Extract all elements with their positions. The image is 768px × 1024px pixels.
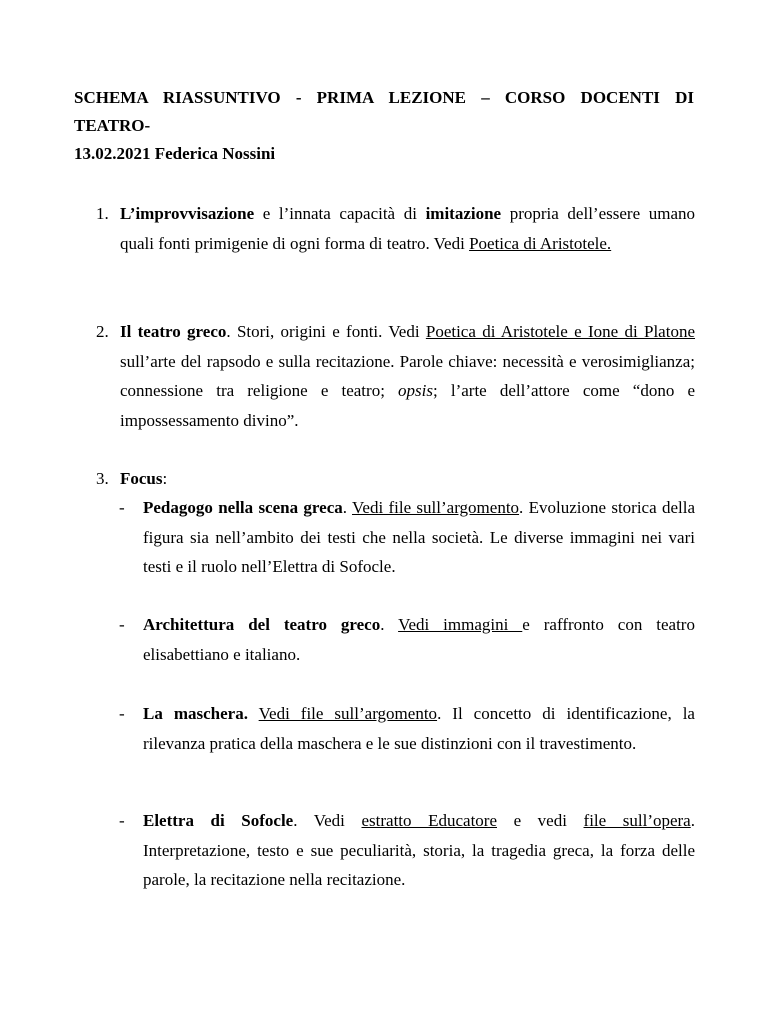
list-number: 3. xyxy=(96,469,109,488)
item-bold-term: Focus xyxy=(120,469,163,488)
item-text: . Evoluzione storica della figura sia nell’ambito dei testi che nella società. Le diverse immagini nei vari testi e il ruolo nell’Elettra di Sofocle. xyxy=(143,498,695,576)
item-text: . xyxy=(342,498,352,517)
item-text: e l’innata capacità di xyxy=(254,204,426,223)
dash-bullet: - xyxy=(119,615,125,634)
dash-bullet: - xyxy=(119,704,125,723)
item-text: e raffronto con teatro elisabettiano e italiano. xyxy=(143,615,695,664)
document-title xyxy=(74,84,694,168)
item-text: . Interpretazione, testo e sue peculiarità, storia, la tragedia greca, la forza delle parole, la recitazione nella recitazione. xyxy=(143,811,695,889)
dash-bullet: - xyxy=(119,811,125,830)
link-poetica-aristotele[interactable]: Poetica di Aristotele. xyxy=(469,233,612,253)
item-text: . xyxy=(380,615,399,634)
item-text: ; l’arte dell’attore come “dono e impossessamento divino”. xyxy=(120,381,695,430)
list-number: 1. xyxy=(96,204,109,223)
link-file-opera[interactable]: file sull’opera xyxy=(583,811,691,830)
focus-item-maschera xyxy=(119,699,695,758)
title-line-2: TEATRO- xyxy=(74,116,151,135)
focus-item-pedagogo xyxy=(119,493,695,582)
link-file-argomento[interactable]: Vedi file sull’argomento xyxy=(352,498,520,517)
item-bold-term: Architettura del teatro greco xyxy=(143,615,381,634)
date-author: 13.02.2021 Federica Nossini xyxy=(74,144,276,163)
list-item-1 xyxy=(96,199,695,258)
link-file-argomento[interactable]: Vedi file sull’argomento xyxy=(258,704,438,723)
link-vedi-immagini[interactable]: Vedi immagini xyxy=(398,615,523,634)
list-item-2 xyxy=(96,317,696,435)
item-bold-term: Elettra di Sofocle xyxy=(143,811,294,830)
focus-item-architettura xyxy=(119,610,695,669)
item-italic-term: opsis xyxy=(398,381,434,400)
item-text: sull’arte del rapsodo e sulla recitazione. Parole chiave: necessità e verosimiglianza; connessione tra religione e teatro; xyxy=(120,351,695,400)
item-text xyxy=(248,704,259,723)
item-text: . Il concetto di identificazione, la rilevanza pratica della maschera e le sue distinzioni con il travestimento. xyxy=(143,704,695,753)
item-text: . Stori, origini e fonti. Vedi xyxy=(226,322,426,341)
title-line-1: SCHEMA RIASSUNTIVO - PRIMA LEZIONE – CORSO DOCENTI DI xyxy=(74,88,694,107)
item-bold-term: imitazione xyxy=(425,204,502,223)
link-poetica-ione[interactable]: Poetica di Aristotele e Ione di Platone xyxy=(425,322,696,341)
list-number: 2. xyxy=(96,322,109,341)
list-item-3 xyxy=(96,464,695,494)
link-estratto-educatore[interactable]: estratto Educatore xyxy=(361,811,497,830)
item-text: : xyxy=(162,469,168,488)
item-text: e vedi xyxy=(497,811,584,830)
focus-item-elettra xyxy=(119,806,695,895)
item-bold-term: Pedagogo nella scena greca xyxy=(143,498,343,517)
dash-bullet: - xyxy=(119,498,125,517)
item-text: . Vedi xyxy=(293,811,362,830)
item-bold-term: La maschera. xyxy=(143,704,248,723)
item-bold-term: L’improvvisazione xyxy=(120,204,255,223)
item-text: propria dell’essere umano quali fonti primigenie di ogni forma di teatro. Vedi xyxy=(120,204,695,253)
item-bold-term: Il teatro greco xyxy=(120,322,227,341)
